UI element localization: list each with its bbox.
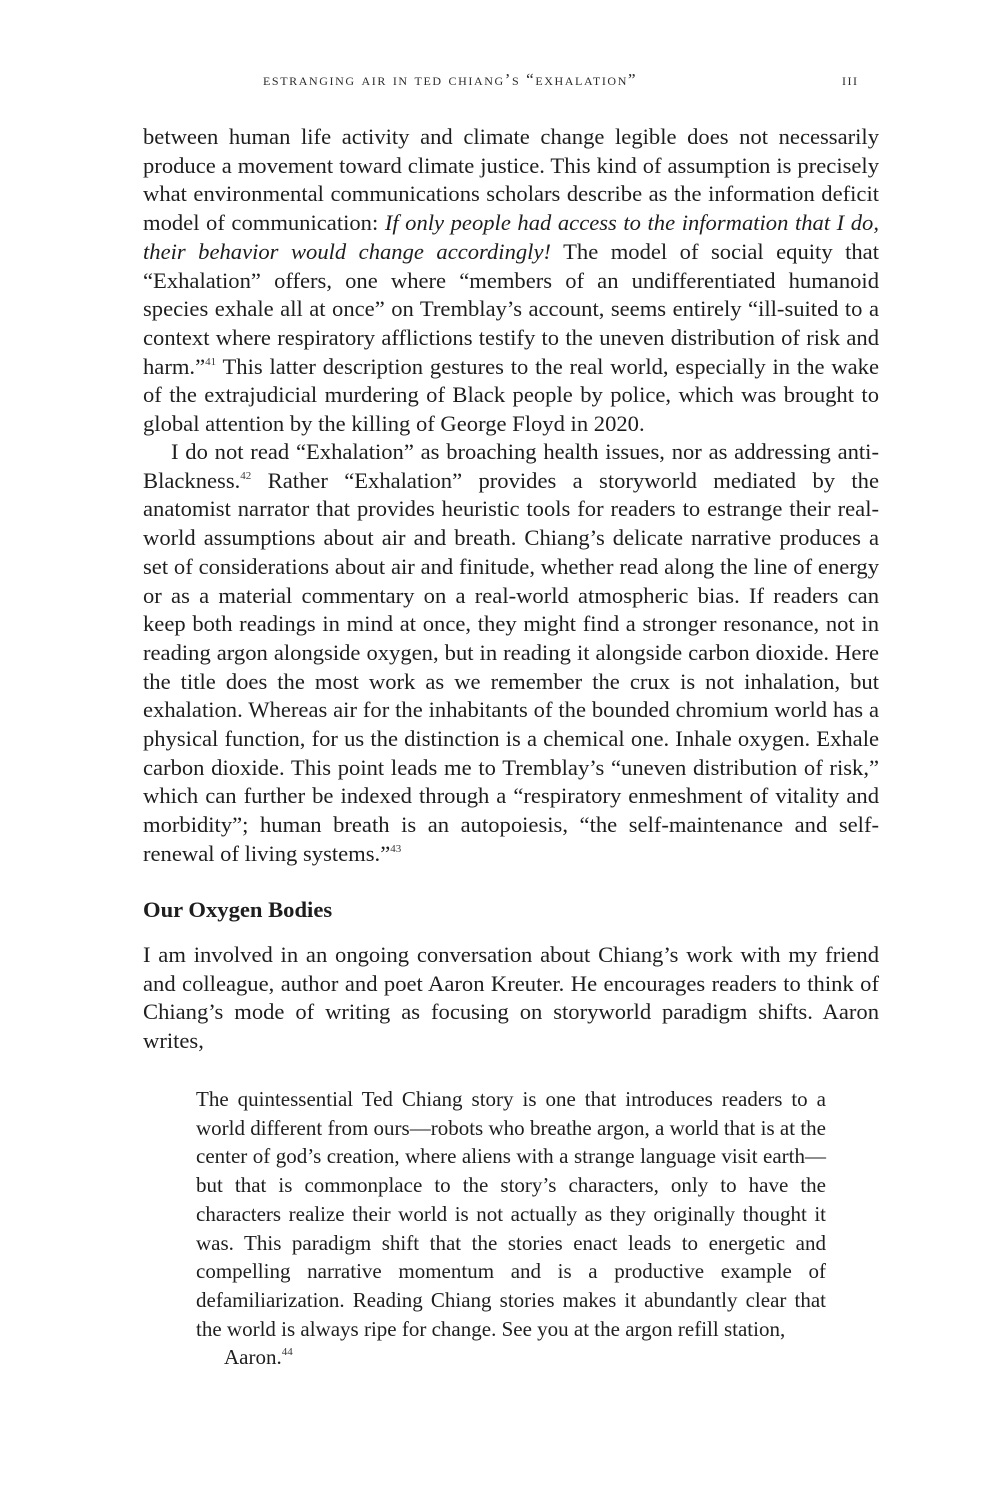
body-paragraph-3 <box>143 941 879 1056</box>
running-title: estranging air in ted chiang’s “exhalation” <box>263 70 638 89</box>
block-quote-signature <box>196 1343 826 1372</box>
signature-text: Aaron. <box>224 1345 282 1370</box>
block-quote-text: The quintessential Ted Chiang story is one that introduces readers to a world different from ours—robots who breathe argon, a world that is at the center of god’s creation, where aliens with a strange language visit earth—but that is commonplace to the story’s characters, only to have the characters realize their world is not actually as they originally thought it was. This paradigm shift that the stories enact leads to energetic and compelling narrative momentum and is a productive example of defamiliarization. Reading Chiang stories makes it abundantly clear that the world is always ripe for change. See you at the argon refill station, <box>196 1087 826 1341</box>
paragraph-text: The model of social equity that “Exhalation” offers, one where “members of an undifferentiated humanoid species exhale all at once” on Tremblay’s account, seems entirely “ill-suited to a context where respiratory afflictions testify to the uneven distribution of risk and harm.” <box>143 238 879 379</box>
paragraph-text: Rather “Exhalation” provides a storyworld mediated by the anatomist narrator that provides heuristic tools for readers to estrange their real-world assumptions about air and breath. Chiang’s delicate narrative produces a set of considerations about air and finitude, whether read along the line of energy or as a material commentary on a real-world atmospheric bias. If readers can keep both readings in mind at once, they might find a stronger resonance, not in reading argon alongside oxygen, but in reading it alongside carbon dioxide. Here the title does the most work as we remember the crux is not inhalation, but exhalation. Whereas air for the inhabitants of the bounded chromium world has a physical function, for us the distinction is a chemical one. Inhale oxygen. Exhale carbon dioxide. This point leads me to Tremblay’s “uneven distribution of risk,” which can further be indexed through a “respiratory enmeshment of vitality and morbidity”; human breath is an autopoiesis, “the self-maintenance and self-renewal of living systems.” <box>143 467 879 866</box>
body-paragraph-1 <box>143 123 879 439</box>
paragraph-text: I do not read “Exhalation” as broaching health issues, nor as addressing anti-Blackness. <box>143 439 879 493</box>
page-number: iii <box>842 70 859 89</box>
footnote-marker-43[interactable]: 43 <box>390 842 402 855</box>
footnote-marker-44[interactable]: 44 <box>281 1346 293 1359</box>
footnote-marker-41[interactable]: 41 <box>205 355 217 368</box>
body-paragraph-2 <box>143 438 879 869</box>
running-head <box>0 70 1000 100</box>
paragraph-text: between human life activity and climate change legible does not necessarily produce a movement toward climate justice. This kind of assumption is precisely what environmental communications scholars describe as the information deficit model of communication: <box>143 124 879 236</box>
paragraph-text: I am involved in an ongoing conversation about Chiang’s work with my friend and colleague, author and poet Aaron Kreuter. He encourages readers to think of Chiang’s mode of writing as focusing on storyworld paradigm shifts. Aaron writes, <box>143 942 879 1054</box>
block-quote <box>196 1085 826 1372</box>
footnote-marker-42[interactable]: 42 <box>240 469 252 482</box>
paragraph-text: This latter description gestures to the real world, especially in the wake of the extrajudicial murdering of Black people by police, which was brought to global attention by the killing of George Floyd in 2020. <box>143 353 879 437</box>
italic-quote: If only people had access to the information that I do, their behavior would change accordingly! <box>143 210 879 264</box>
section-heading: Our Oxygen Bodies <box>143 897 333 922</box>
